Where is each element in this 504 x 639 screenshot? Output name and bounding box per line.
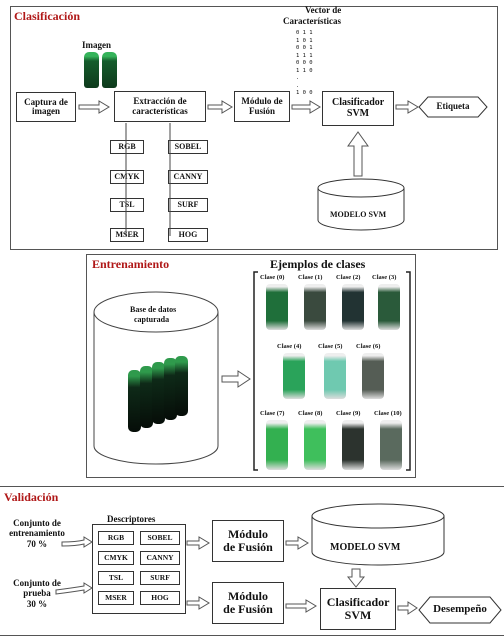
- vector-bit-row: 0 1 1: [296, 30, 313, 36]
- class-label: Clase (0): [260, 274, 285, 281]
- descriptor-box-surf: SURF: [168, 198, 208, 212]
- descriptor-box-mser: MSER: [110, 228, 144, 242]
- db-label-2: capturada: [134, 315, 170, 324]
- descriptor-box-hog: HOG: [168, 228, 208, 242]
- imagen-label: Imagen: [82, 40, 111, 50]
- vector-bit-row: 1 1 0: [296, 67, 313, 74]
- test-set-line: 30 %: [26, 598, 48, 609]
- descriptor-box-rgb: RGB: [110, 140, 144, 154]
- val-descriptor-box-surf: SURF: [140, 571, 180, 585]
- test-set-line: prueba: [23, 588, 51, 599]
- val-descriptor-box-sobel: SOBEL: [140, 531, 180, 545]
- val-descriptor-box-tsl: TSL: [98, 571, 134, 585]
- clasificacion-title: Clasificación: [14, 9, 80, 23]
- train-set-line: 70 %: [26, 538, 48, 549]
- vector-bit-row: 1 1 1: [296, 52, 313, 59]
- vector-bit-row: .: [296, 82, 300, 89]
- val-descriptor-box-rgb: RGB: [98, 531, 134, 545]
- vector-label-1: Vector de: [305, 5, 342, 15]
- modulo-fusion-box: Módulo de Fusión: [234, 91, 290, 122]
- db-label-1: Base de datos: [130, 305, 177, 314]
- train-set-line: entrenamiento: [9, 528, 65, 539]
- vector-bit-row: 0 0 1: [296, 45, 313, 51]
- descriptor-box-tsl: TSL: [110, 198, 144, 212]
- val-clasificador-box: Clasificador SVM: [320, 588, 396, 630]
- val-descriptor-box-cmyk: CMYK: [98, 551, 134, 565]
- class-label: Clase (2): [336, 274, 361, 281]
- captura-box: Captura de imagen: [16, 92, 76, 122]
- test-set-line: Conjunto de: [13, 578, 61, 588]
- class-label: Clase (8): [298, 410, 323, 417]
- entrenamiento-title: Entrenamiento: [92, 257, 170, 271]
- desempeno-label: Desempeño: [433, 603, 487, 616]
- val-fusion-box-2: Módulo de Fusión: [212, 582, 284, 624]
- vector-bit-row: 1 0 1: [296, 37, 313, 44]
- val-descriptor-box-hog: HOG: [140, 591, 180, 605]
- vector-label-2: Características: [283, 16, 341, 26]
- vector-bit-row: 1 0 0: [296, 90, 313, 96]
- examples-title: Ejemplos de clases: [270, 257, 366, 271]
- extraccion-box: Extracción de características: [114, 91, 206, 122]
- vector-bit-row: 0 0 0: [296, 60, 313, 66]
- modelo-svm-label: MODELO SVM: [330, 210, 387, 219]
- validacion-title: Validación: [4, 490, 59, 504]
- val-descriptor-box-mser: MSER: [98, 591, 134, 605]
- class-label: Clase (9): [336, 410, 361, 417]
- class-label: Clase (4): [277, 343, 302, 350]
- val-fusion-box-1: Módulo de Fusión: [212, 520, 284, 562]
- vector-bit-row: .: [296, 75, 300, 81]
- class-label: Clase (1): [298, 274, 323, 281]
- descriptor-box-cmyk: CMYK: [110, 170, 144, 184]
- clasificador-box: Clasificador SVM: [322, 91, 394, 126]
- class-label: Clase (7): [260, 410, 285, 417]
- val-modelo-svm-label: MODELO SVM: [330, 542, 401, 553]
- etiqueta-label: Etiqueta: [436, 101, 470, 112]
- descriptores-label: Descriptores: [107, 514, 156, 524]
- descriptor-box-sobel: SOBEL: [168, 140, 208, 154]
- class-label: Clase (6): [356, 343, 381, 350]
- val-descriptor-box-canny: CANNY: [140, 551, 180, 565]
- class-label: Clase (10): [374, 410, 402, 417]
- descriptor-box-canny: CANNY: [168, 170, 208, 184]
- class-label: Clase (5): [318, 343, 343, 350]
- class-label: Clase (3): [372, 274, 397, 281]
- train-set-line: Conjunto de: [13, 518, 61, 528]
